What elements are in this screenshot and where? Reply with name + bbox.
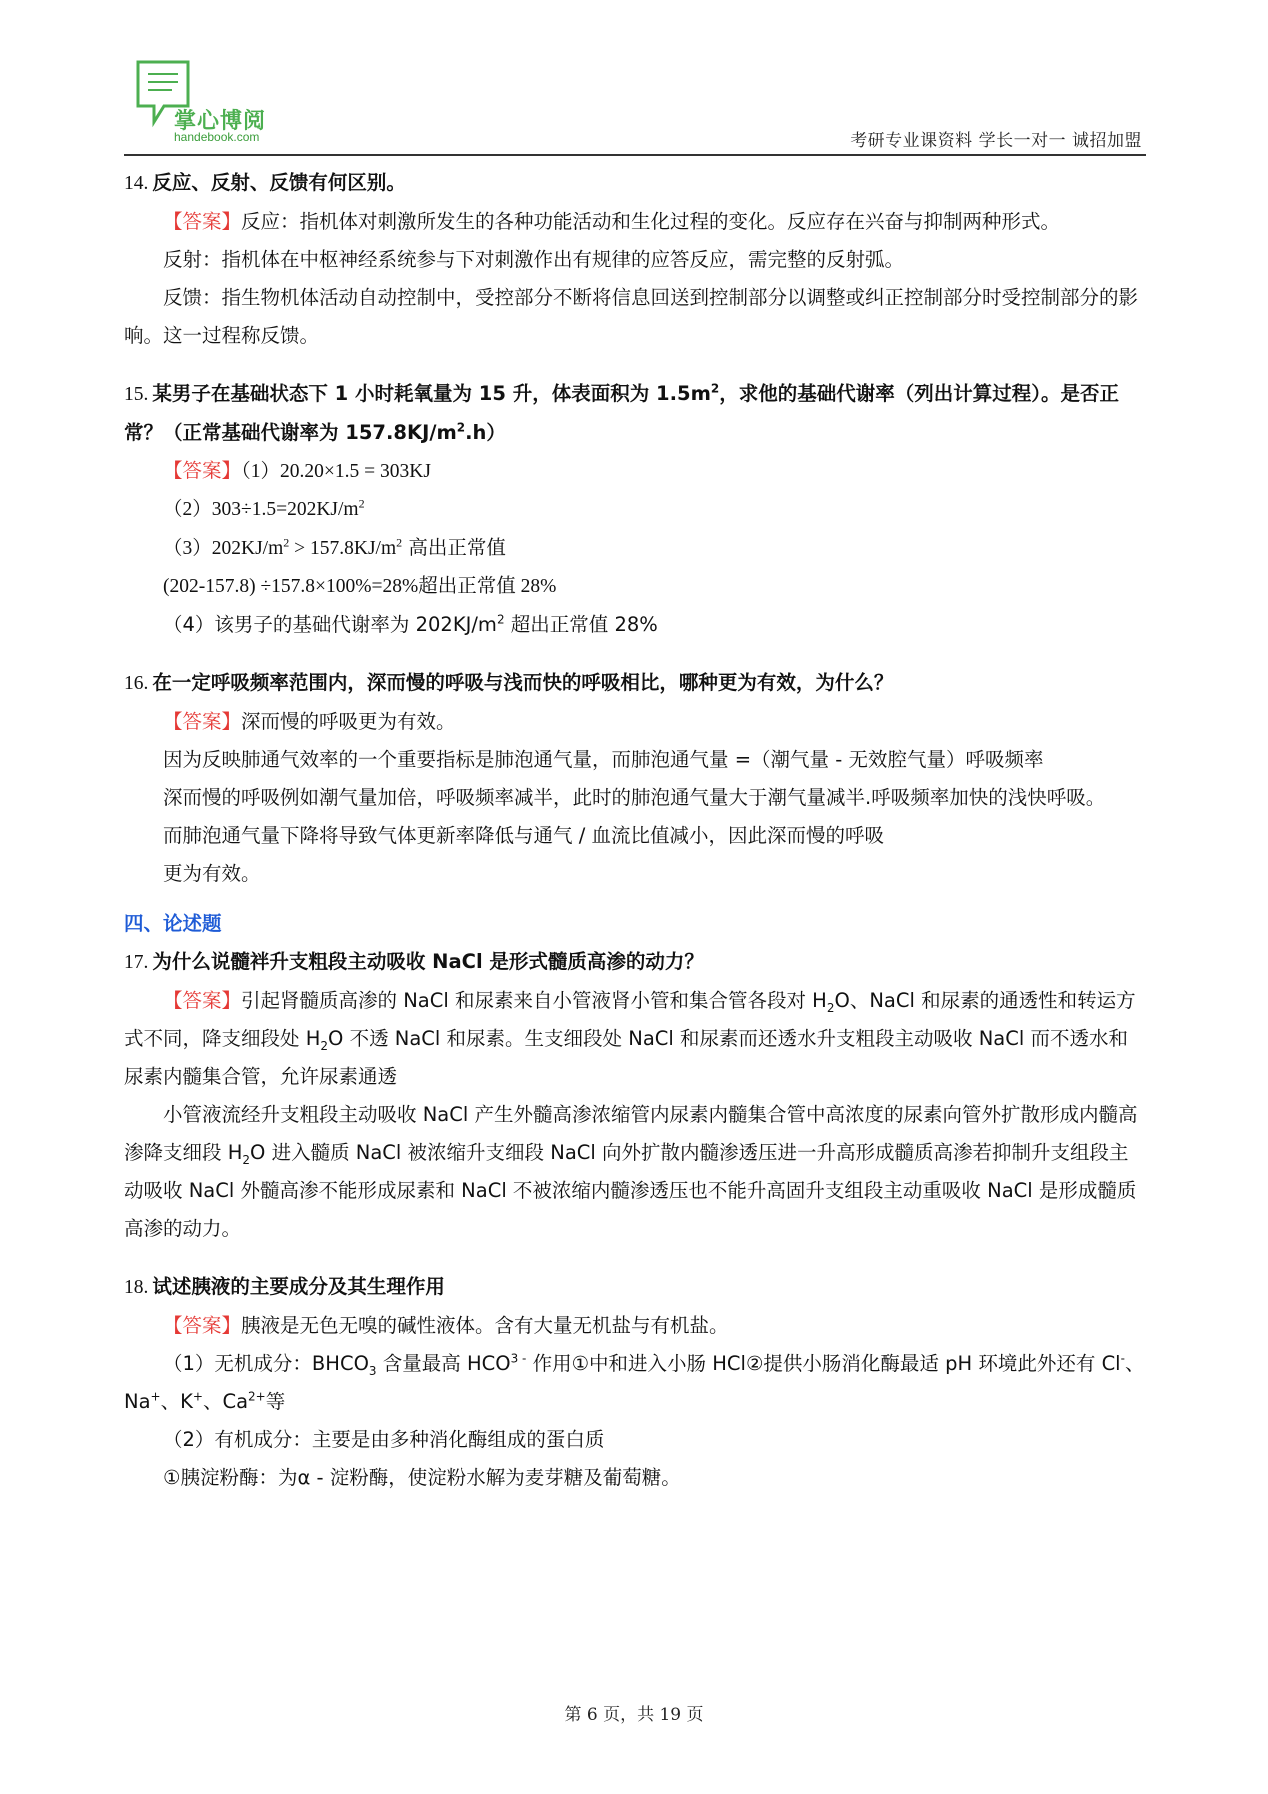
answer-14-p1	[124, 203, 1146, 241]
logo-text: 掌心博阅	[174, 109, 267, 134]
answer-text: （4）该男子的基础代谢率为 202KJ/m	[163, 613, 497, 636]
question-15	[124, 375, 1146, 452]
superscript: 2+	[248, 1389, 266, 1404]
answer-text: 引起肾髓质高渗的 NaCl 和尿素来自小管液肾小管和集合管各段对 H	[241, 989, 827, 1012]
answer-14-p2: 反射：指机体在中枢神经系统参与下对刺激作出有规律的应答反应，需完整的反射弧。	[163, 248, 905, 271]
answer-text: O 进入髓质 NaCl 被浓缩升支细段 NaCl 向外扩散内髓渗透压进一升高形成髓质高渗若抑制升支组段主动吸收 NaCl 外髓高渗不能形成尿素和 NaCl 不被浓缩内髓渗透压也不能升高固升支组段主动重吸收 NaCl 是形成髓质高渗的动力。	[124, 1141, 1137, 1240]
question-title: 在一定呼吸频率范围内，深而慢的呼吸与浅而快的呼吸相比，哪种更为有效，为什么？	[152, 671, 894, 694]
answer-text: 超出正常值 28%	[504, 613, 658, 636]
answer-text: O、NaCl 和尿素的通透性和转运方式不同，降支细段处 H	[124, 989, 1136, 1050]
question-title-b: ，求他的基础代谢率（列出计算过程）。是否正常？（正常基础代谢率为 157.8KJ/m	[124, 382, 1120, 444]
answer-text: 等	[265, 1390, 286, 1413]
answer-label: 【答案】	[163, 1314, 242, 1337]
superscript: 2	[456, 420, 466, 435]
answer-text: （1）20.20×1.5 = 303KJ	[241, 461, 431, 482]
question-14	[124, 164, 1146, 203]
answer-15-s2	[124, 491, 1146, 529]
subscript: 2	[826, 1000, 835, 1015]
question-title-c: .h）	[465, 421, 506, 444]
answer-text: 深而慢的呼吸更为有效。	[241, 710, 456, 733]
answer-text: O 不透 NaCl 和尿素。生支细段处 NaCl 和尿素而还透水升支粗段主动吸收 NaCl 而不透水和尿素内髓集合管，允许尿素通透	[124, 1027, 1128, 1088]
superscript: 3 -	[510, 1351, 527, 1366]
superscript: +	[150, 1389, 161, 1404]
answer-text: （2）303÷1.5=202KJ/m	[163, 499, 359, 520]
answer-text: （1）无机成分：BHCO	[163, 1352, 369, 1375]
superscript: +	[192, 1389, 203, 1404]
subscript: 2	[320, 1038, 329, 1053]
answer-15-s4: (202-157.8) ÷157.8×100%=28%超出正常值 28%	[163, 576, 557, 597]
question-number: 14.	[124, 173, 149, 194]
answer-18-p1	[124, 1345, 1146, 1421]
question-title: 为什么说髓袢升支粗段主动吸收 NaCl 是形式髓质高渗的动力？	[152, 950, 704, 973]
question-title: 试述胰液的主要成分及其生理作用	[152, 1275, 445, 1298]
header-slogan: 考研专业课资料 学长一对一 诚招加盟	[850, 131, 1142, 151]
question-title: 反应、反射、反馈有何区别。	[152, 171, 406, 194]
question-number: 16.	[124, 673, 149, 694]
answer-16-p4: 更为有效。	[163, 862, 261, 885]
question-number: 15.	[124, 384, 149, 405]
answer-15-s3	[124, 529, 1146, 568]
section-heading: 四、论述题	[124, 912, 222, 935]
answer-17-p1	[124, 982, 1146, 1096]
answer-text: 作用①中和进入小肠 HCl②提供小肠消化酶最适 pH 环境此外还有 Cl	[526, 1352, 1121, 1375]
answer-label: 【答案】	[163, 210, 242, 233]
superscript: 2	[496, 612, 505, 627]
question-title-a: 某男子在基础状态下 1 小时耗氧量为 15 升，体表面积为 1.5m	[152, 382, 711, 405]
question-16	[124, 664, 1146, 703]
answer-text: 含量最高 HCO	[376, 1352, 511, 1375]
answer-16-p3: 而肺泡通气量下降将导致气体更新率降低与通气 / 血流比值减小，因此深而慢的呼吸	[163, 824, 884, 847]
superscript: 2	[283, 535, 290, 550]
answer-label: 【答案】	[163, 459, 242, 482]
answer-text: （3）202KJ/m	[163, 538, 284, 559]
header-divider	[124, 154, 1146, 156]
answer-14-p3: 反馈：指生物机体活动自动控制中，受控部分不断将信息回送到控制部分以调整或纠正控制部分时受控制部分的影响。这一过程称反馈。	[124, 286, 1139, 347]
question-18	[124, 1268, 1146, 1307]
page-header	[124, 60, 1146, 156]
answer-16-p1: 因为反映肺通气效率的一个重要指标是肺泡通气量，而肺泡通气量 =（潮气量 - 无效腔气量）呼吸频率	[163, 748, 1044, 771]
answer-18-p2: （2）有机成分：主要是由多种消化酶组成的蛋白质	[163, 1428, 605, 1451]
answer-18-a1	[124, 1307, 1146, 1345]
answer-17-p2	[124, 1096, 1146, 1248]
answer-text: 、Ca	[202, 1390, 249, 1413]
subscript: 2	[242, 1152, 251, 1167]
answer-text: > 157.8KJ/m	[289, 538, 397, 559]
answer-18-p3: ①胰淀粉酶：为α - 淀粉酶，使淀粉水解为麦芽糖及葡萄糖。	[163, 1466, 681, 1489]
superscript: 2	[710, 381, 720, 396]
logo-url: handebook.com	[174, 130, 260, 144]
answer-text: 反应：指机体对刺激所发生的各种功能活动和生化过程的变化。反应存在兴奋与抑制两种形式。	[241, 210, 1061, 233]
logo	[134, 60, 294, 150]
answer-label: 【答案】	[163, 710, 242, 733]
answer-text: 小管液流经升支粗段主动吸收 NaCl 产生外髓高渗浓缩管内尿素内髓集合管中高浓度的尿素向管外扩散形成内髓高渗降支细段 H	[124, 1103, 1138, 1164]
answer-label: 【答案】	[163, 989, 242, 1012]
superscript: -	[1120, 1351, 1125, 1366]
question-17	[124, 943, 1146, 982]
answer-text: 胰液是无色无嗅的碱性液体。含有大量无机盐与有机盐。	[241, 1314, 729, 1337]
answer-15-s1	[124, 452, 1146, 491]
answer-16-a1	[124, 703, 1146, 741]
answer-16-p2: 深而慢的呼吸例如潮气量加倍，呼吸频率减半，此时的肺泡通气量大于潮气量减半.呼吸频率加快的浅快呼吸。	[163, 786, 1106, 809]
superscript: 2	[358, 496, 365, 511]
question-number: 18.	[124, 1277, 149, 1298]
superscript: 2	[396, 535, 403, 550]
subscript: 3	[368, 1363, 377, 1378]
answer-text: 高出正常值	[402, 536, 506, 559]
answer-text: 、K	[160, 1390, 193, 1413]
page-footer: 第 6 页，共 19 页	[564, 1705, 704, 1725]
document-body	[124, 164, 1146, 1497]
answer-15-s5	[124, 606, 1146, 644]
question-number: 17.	[124, 952, 149, 973]
answer-text: 、Na	[124, 1352, 1145, 1413]
